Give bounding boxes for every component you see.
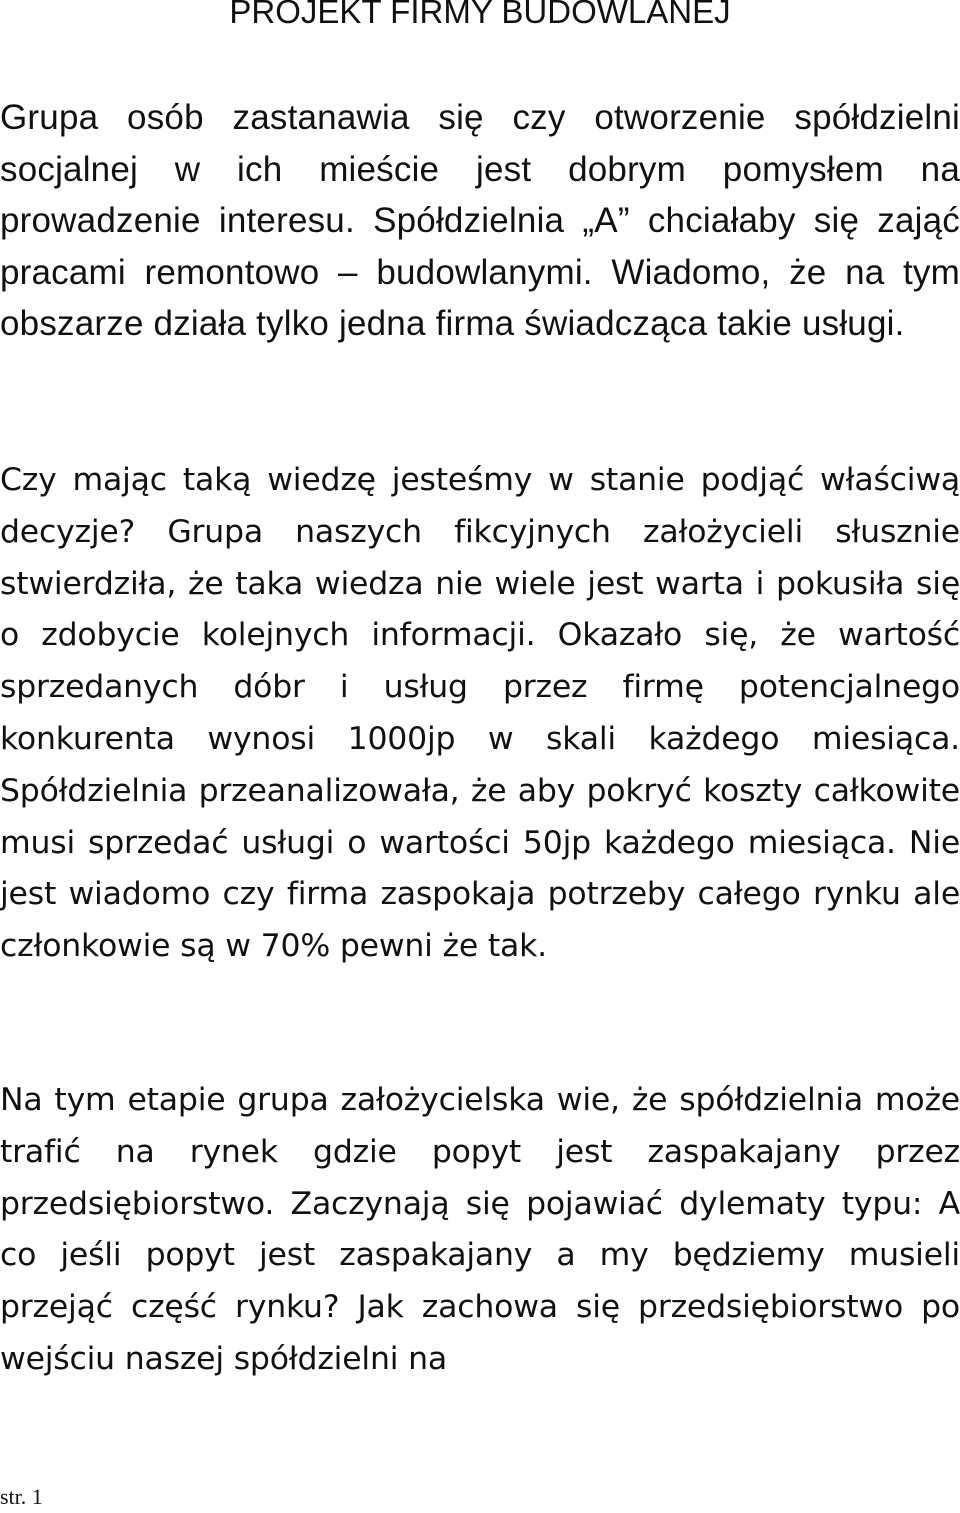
document-title: PROJEKT FIRMY BUDOWLANEJ	[229, 0, 731, 30]
page-number: str. 1	[0, 1484, 43, 1509]
paragraph-dilemma: Na tym etapie grupa założycielska wie, że spółdzielnia może trafić na rynek gdzie popyt jest zaspakajany przez przedsiębiorstwo. Zaczynają się pojawiać dylematy typu: A co jeśli popyt jest zaspakajany a my będziemy musieli przejąć część rynku? Jak zachowa się przedsiębiorstwo po wejściu naszej spółdzielni na	[0, 1082, 960, 1377]
paragraph-decision: Czy mając taką wiedzę jesteśmy w stanie podjąć właściwą decyzje? Grupa naszych fikcyjnych założycieli słusznie stwierdziła, że taka wiedza nie wiele jest warta i pokusiła się o zdobycie kolejnych informacji. Okazało się, że wartość sprzedanych dóbr i usług przez firmę potencjalnego konkurenta wynosi 1000jp w skali każdego miesiąca. Spółdzielnia przeanalizowała, że aby pokryć koszty całkowite musi sprzedać usługi o wartości 50jp każdego miesiąca. Nie jest wiadomo czy firma zaspokaja potrzeby całego rynku ale członkowie są w 70% pewni że tak.	[0, 462, 960, 965]
paragraph-intro: Grupa osób zastanawia się czy otworzenie spółdzielni socjalnej w ich mieście jest dobrym pomysłem na prowadzenie interesu. Spółdzielnia „A” chciałaby się zająć pracami remontowo – budowlanymi. Wiadomo, że na tym obszarze działa tylko jedna firma świadcząca takie usługi.	[0, 98, 960, 343]
